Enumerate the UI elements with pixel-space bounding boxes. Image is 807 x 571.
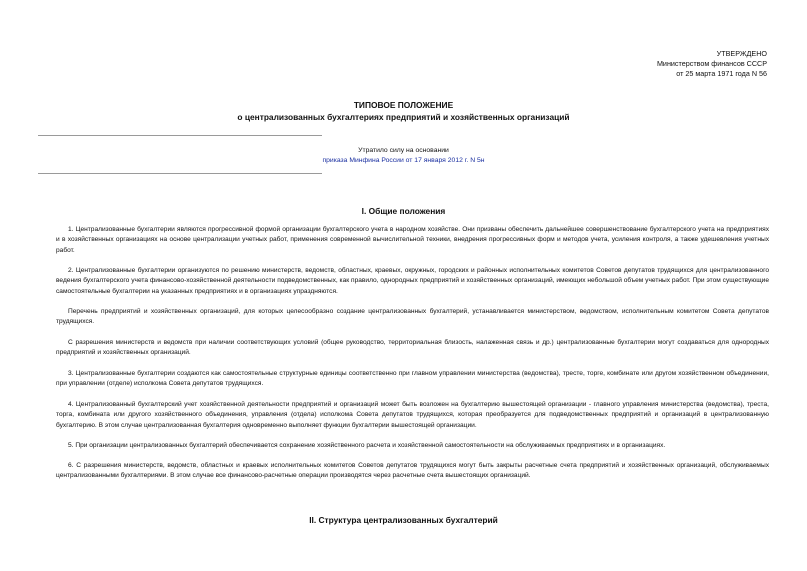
- paragraph-1: 1. Централизованные бухгалтерии являются прогрессивной формой организации бухгалтерского учета в народном хозяйстве. Они призваны обеспечить дальнейшее совершенствование бухгалтерского учета на предприятиях и в хозяйственных организациях на основе централизации учетных работ, применения современной вычислительной техники, внедрения прогрессивных форм и методов учета, усиления контроля, а также удешевления учетных работ.: [56, 226, 769, 254]
- paragraph-2: 2. Централизованные бухгалтерии организуются по решению министерств, ведомств, областных, краевых, окружных, городских и районных исполнительных комитетов Советов депутатов трудящихся для централизованного ведения бухгалтерского учета финансово-хозяйственной деятельности подведомственных, как правило, однородных предприятий и хозяйственных организаций, имеющих небольшой объем учетных работ. При этом существующие самостоятельные бухгалтерии на указанных предприятиях и в организациях упраздняются.: [56, 267, 769, 295]
- section-title-structure: II. Структура централизованных бухгалтерий: [309, 515, 498, 525]
- document-title-line2: о централизованных бухгалтериях предприятий и хозяйственных организаций: [237, 112, 570, 122]
- paragraph-3: 3. Централизованные бухгалтерии создаются как самостоятельные структурные единицы соответственно при главном управлении министерства (ведомства), тресте, торге, комбинате или другом хозяйственном объединении, при управлении (отделе) исполкома Совета депутатов трудящихся.: [56, 370, 769, 388]
- divider-bottom: [38, 173, 322, 174]
- paragraph-list: Перечень предприятий и хозяйственных организаций, для которых целесообразно создание централизованных бухгалтерий, устанавливается министерством, ведомством, исполнительным комитетом Совета депутатов трудящихся.: [56, 308, 769, 326]
- approval-line-ministry: Министерством финансов СССР: [656, 59, 767, 68]
- repeal-order-link[interactable]: приказа Минфина России от 17 января 2012 г. N 5н: [322, 157, 485, 164]
- status-text: Утратило силу на основании: [358, 147, 449, 154]
- section-title-general: I. Общие положения: [361, 206, 446, 216]
- document-title: [0, 99, 807, 123]
- paragraph-6: 6. С разрешения министерств, ведомств, областных и краевых исполнительных комитетов Советов депутатов трудящихся могут быть закрыты расчетные счета предприятий и хозяйственных организаций, обслуживаемых централизованными бухгалтериями. В этом случае все финансово-расчетные операции производятся через расчетные счета вышестоящих организаций.: [56, 462, 769, 480]
- status-notice: [0, 146, 807, 166]
- approval-line-date: от 25 марта 1971 года N 56: [676, 69, 767, 78]
- approval-block: [657, 49, 767, 79]
- divider-top: [38, 135, 322, 136]
- document-title-line1: ТИПОВОЕ ПОЛОЖЕНИЕ: [353, 100, 454, 110]
- paragraph-permission: С разрешения министерств и ведомств при наличии соответствующих условий (общее руководство, территориальная близость, налаженная связь и др.) централизованные бухгалтерии могут создаваться для однородных предприятий и хозяйственных организаций.: [56, 339, 769, 357]
- approval-line-approved: УТВЕРЖДЕНО: [716, 49, 767, 58]
- paragraph-4: 4. Централизованный бухгалтерский учет хозяйственной деятельности предприятий и организаций может быть возложен на бухгалтерию вышестоящей организации - главного управления министерства (ведомства), треста, торга, комбината или другого хозяйственного объединения, управления (отдела) исполкома Совета депутатов трудящихся, которая преобразуется для подведомственных предприятий и организаций в централизованную бухгалтерию. В этом случае централизованная бухгалтерия одновременно выполняет функции бухгалтерии вышестоящей организации.: [56, 401, 769, 429]
- paragraph-5: 5. При организации централизованных бухгалтерий обеспечивается сохранение хозяйственного расчета и хозяйственной самостоятельности на обслуживаемых предприятиях и в организациях.: [68, 442, 666, 449]
